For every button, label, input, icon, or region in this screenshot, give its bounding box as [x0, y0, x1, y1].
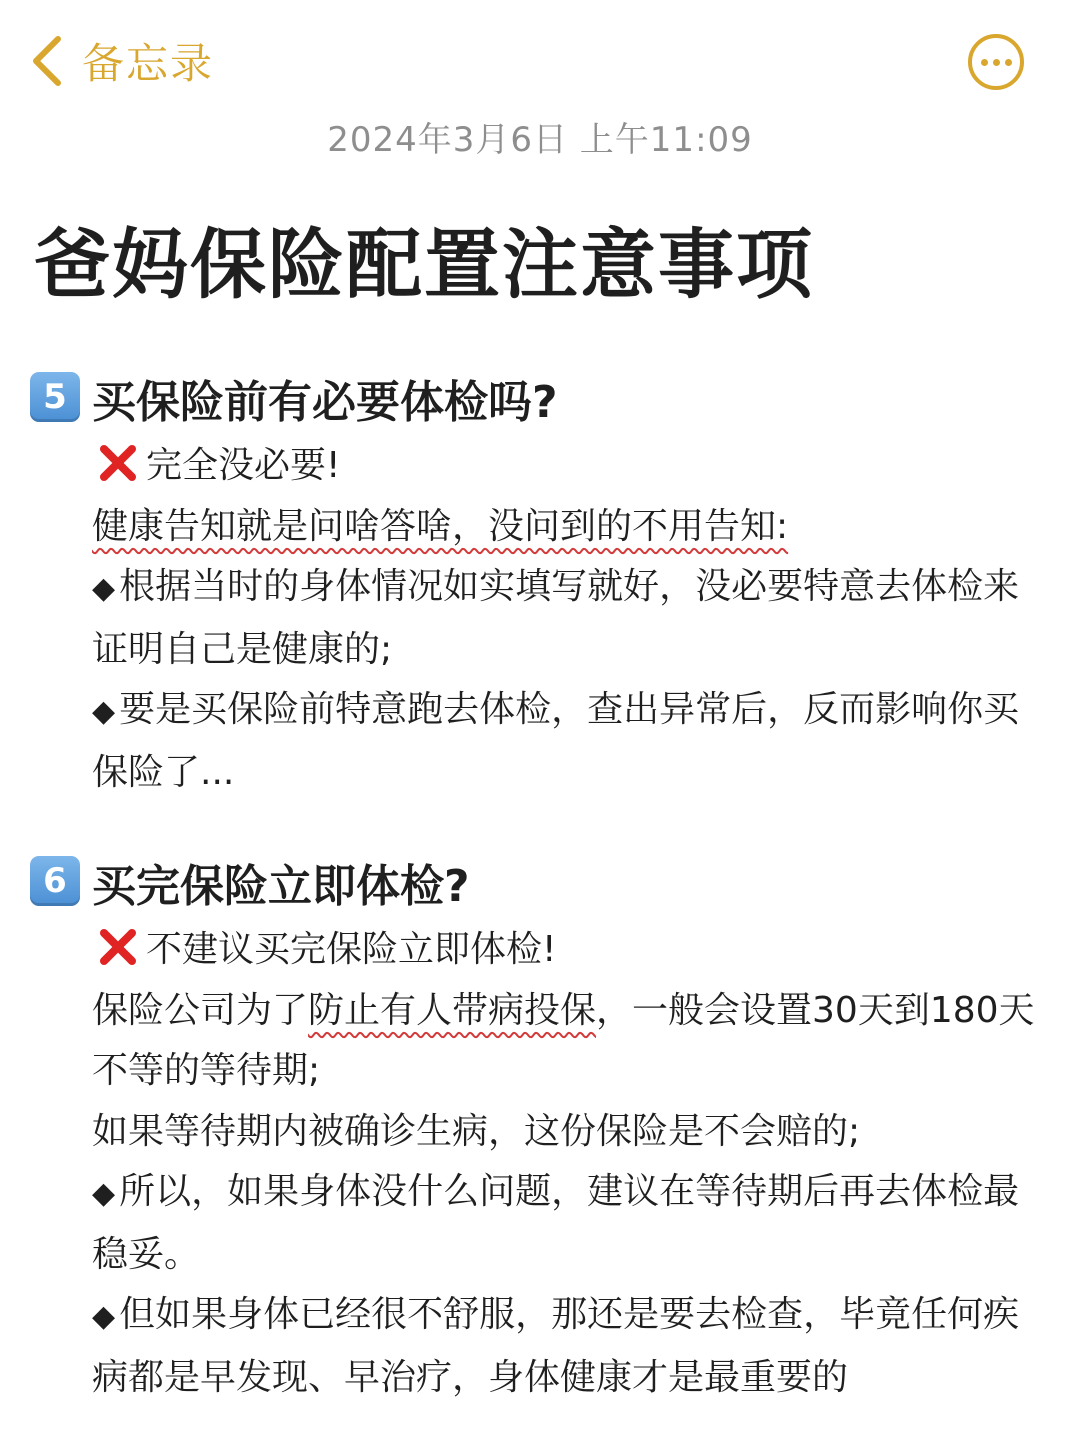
bullet-item	[92, 1285, 1052, 1408]
bullet-item	[92, 557, 1052, 680]
cross-mark-icon	[98, 927, 138, 967]
bullet-text: 要是买保险前特意跑去体检，查出异常后，反而影响你买保险了...	[92, 689, 1020, 793]
underlined-text: 健康告知就是问啥答啥，没问到的不用告知:	[92, 505, 789, 547]
paragraph	[92, 981, 1052, 1102]
section-5	[0, 362, 1080, 803]
diamond-bullet-icon: ◆	[92, 694, 116, 729]
bullet-text: 所以，如果身体没什么问题，建议在等待期后再去体检最稳妥。	[92, 1171, 1020, 1275]
paragraph-text: ，一般会设置30天到180天不等的等待期;	[92, 989, 1035, 1091]
ellipsis-dot	[1005, 59, 1012, 66]
diamond-bullet-icon: ◆	[92, 1176, 116, 1211]
ellipsis-circle-icon	[981, 59, 988, 66]
back-label: 备忘录	[82, 39, 215, 88]
back-button[interactable]	[28, 30, 214, 92]
more-options-button[interactable]	[968, 34, 1024, 90]
cross-mark-icon	[98, 443, 138, 483]
diamond-bullet-icon: ◆	[92, 1299, 116, 1334]
paragraph-text: 保险公司为了	[92, 989, 309, 1031]
section-body	[92, 920, 1052, 1408]
section-6	[0, 846, 1080, 1408]
nav-bar	[0, 0, 1080, 120]
bullet-item	[92, 680, 1052, 803]
paragraph: 如果等待期内被确诊生病，这份保险是不会赔的;	[92, 1110, 861, 1152]
keycap-number-badge: 6	[30, 856, 80, 906]
verdict-text: 完全没必要!	[146, 445, 341, 486]
verdict-line	[92, 436, 1052, 497]
section-body	[92, 436, 1052, 803]
note-timestamp: 2024年3月6日 上午11:09	[327, 120, 753, 160]
bullet-item	[92, 1162, 1052, 1285]
chevron-left-icon	[28, 33, 68, 89]
bullet-text: 根据当时的身体情况如实填写就好，没必要特意去体检来证明自己是健康的;	[92, 566, 1020, 670]
section-title: 买保险前有必要体检吗?	[92, 377, 558, 428]
verdict-line	[92, 920, 1052, 981]
ellipsis-dot	[993, 59, 1000, 66]
keycap-number-badge: 5	[30, 372, 80, 422]
section-heading	[0, 846, 1080, 918]
diamond-bullet-icon: ◆	[92, 571, 116, 606]
verdict-text: 不建议买完保险立即体检!	[146, 929, 557, 970]
emphasis-line	[92, 497, 1052, 558]
section-title: 买完保险立即体检?	[92, 861, 470, 912]
underlined-text: 防止有人带病投保	[308, 989, 597, 1031]
note-title: 爸妈保险配置注意事项	[34, 220, 814, 309]
section-heading	[0, 362, 1080, 434]
bullet-text: 但如果身体已经很不舒服，那还是要去检查，毕竟任何疾病都是早发现、早治疗，身体健康才是最重要的	[92, 1294, 1020, 1398]
